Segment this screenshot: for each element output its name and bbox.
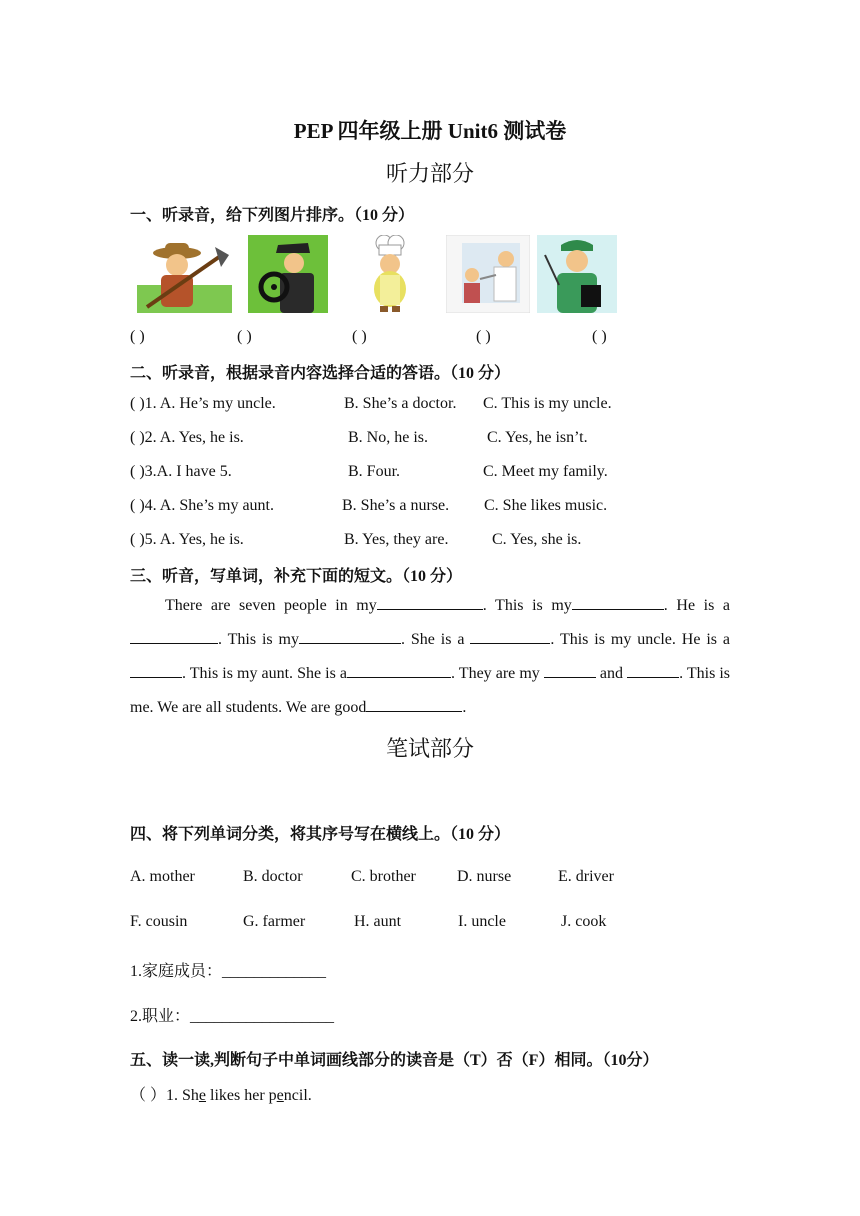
farmer-with-shovel-icon — [137, 235, 232, 313]
listening-header: 听力部分 — [385, 161, 474, 186]
blank-5[interactable] — [470, 629, 550, 644]
answer-bracket-1[interactable]: ( ) — [130, 328, 145, 345]
word-doctor: B. doctor — [243, 868, 303, 885]
q2-2-option-a: ( )2. A. Yes, he is. — [130, 429, 244, 446]
q2-3-option-b: B. Four. — [348, 463, 401, 480]
q2-1-option-b: B. She’s a doctor. — [344, 395, 457, 412]
word-brother: C. brother — [351, 868, 416, 885]
teacher-with-pointer-icon — [537, 235, 617, 313]
word-driver: E. driver — [558, 868, 614, 885]
blank-10[interactable] — [366, 697, 462, 712]
driver-at-wheel-icon — [248, 235, 328, 313]
answer-bracket-3[interactable]: ( ) — [352, 328, 367, 345]
q2-3-option-a: ( )3.A. I have 5. — [130, 463, 232, 480]
family-members-label: 1.家庭成员： — [130, 963, 223, 980]
q2-2-option-b: B. No, he is. — [348, 429, 428, 446]
blank-2[interactable] — [572, 595, 664, 610]
word-nurse: D. nurse — [457, 868, 512, 885]
q2-4-option-c: C. She likes music. — [484, 497, 608, 514]
doctor-with-patient-icon — [446, 235, 530, 313]
blank-1[interactable] — [377, 595, 483, 610]
family-members-row — [130, 958, 326, 981]
blank-7[interactable] — [347, 663, 451, 678]
answer-bracket-2[interactable]: ( ) — [237, 328, 252, 345]
writing-header: 笔试部分 — [385, 736, 474, 761]
occupations-blank[interactable]: __________________ — [190, 1008, 335, 1025]
answer-bracket-4[interactable]: ( ) — [476, 328, 491, 345]
q2-5-option-a: ( )5. A. Yes, he is. — [130, 531, 244, 548]
section3-heading: 三、听音，写单词，补充下面的短文。（10 分） — [130, 568, 463, 585]
word-mother: A. mother — [130, 868, 195, 885]
q2-5-option-c: C. Yes, she is. — [492, 531, 582, 548]
blank-6[interactable] — [130, 663, 182, 678]
word-aunt: H. aunt — [354, 913, 402, 930]
q2-3-option-c: C. Meet my family. — [483, 463, 608, 480]
answer-bracket-5[interactable]: ( ) — [592, 328, 607, 345]
blank-8[interactable] — [544, 663, 596, 678]
section5-heading: 五、读一读,判断句子中单词画线部分的读音是（T）否（F）相同。（10分） — [130, 1052, 659, 1069]
section2-heading: 二、听录音，根据录音内容选择合适的答语。（10 分） — [130, 365, 511, 382]
word-cousin: F. cousin — [130, 913, 188, 930]
family-members-blank[interactable]: _____________ — [222, 963, 327, 980]
section1-heading: 一、听录音，给下列图片排序。（10 分） — [130, 207, 415, 224]
q2-5-option-b: B. Yes, they are. — [344, 531, 449, 548]
section4-heading: 四、将下列单词分类，将其序号写在横线上。（10 分） — [130, 826, 511, 843]
page-title: PEP 四年级上册 Unit6 测试卷 — [293, 119, 567, 143]
cook-chef-icon — [362, 235, 420, 313]
blank-3[interactable] — [130, 629, 218, 644]
word-farmer: G. farmer — [243, 913, 306, 930]
occupations-row — [130, 1003, 334, 1026]
underlined-letter-1: e — [198, 1087, 207, 1104]
blank-9[interactable] — [627, 663, 679, 678]
q2-2-option-c: C. Yes, he isn’t. — [487, 429, 588, 446]
occupations-label: 2.职业： — [130, 1008, 191, 1025]
q2-1-option-a: ( )1. A. He’s my uncle. — [130, 395, 276, 412]
q5-1: （ ）1. She likes her pencil. — [130, 1087, 312, 1104]
q2-4-option-b: B. She’s a nurse. — [342, 497, 450, 514]
q2-1-option-c: C. This is my uncle. — [483, 395, 612, 412]
q2-4-option-a: ( )4. A. She’s my aunt. — [130, 497, 274, 514]
cloze-paragraph: There are seven people in my . This is my . He is a. This is my . She is a . This is my uncle. He is a. This is my aunt. She is a . They are my and . This is me. We are all students. We are good . — [130, 597, 731, 716]
word-uncle: I. uncle — [458, 913, 506, 930]
blank-4[interactable] — [299, 629, 401, 644]
word-cook: J. cook — [561, 913, 607, 930]
underlined-letter-2: e — [276, 1087, 284, 1104]
